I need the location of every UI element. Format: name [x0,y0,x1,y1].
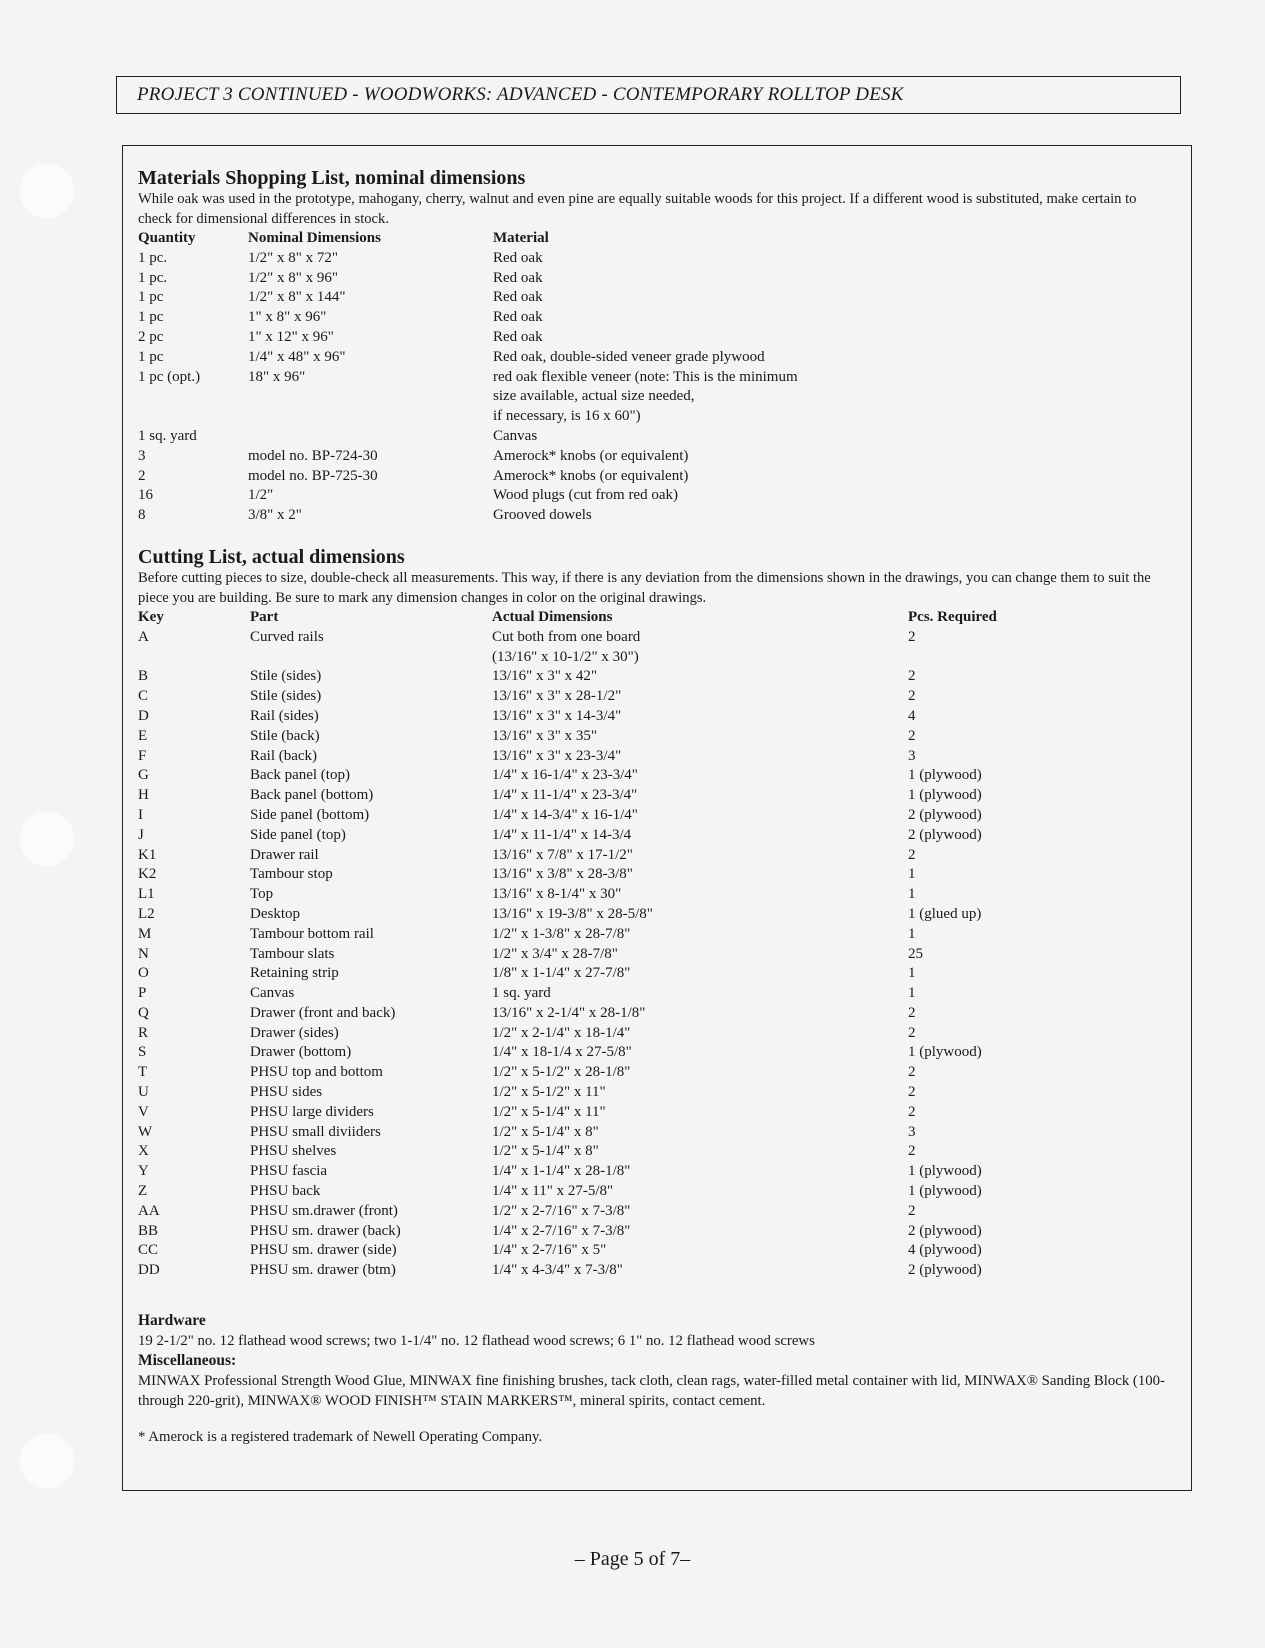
material-line: Grooved dowels [493,507,592,524]
cutting-part: PHSU top and bottom [250,1064,383,1081]
dimension-line: 13/16" x 3" x 42" [492,668,598,685]
shopping-row [138,368,833,427]
cutting-row [138,925,1078,945]
dimension-line: 1/4" x 11-1/4" x 23-3/4" [492,787,638,804]
cutting-list-section [138,546,1171,1281]
material-line: Red oak [493,269,543,286]
shopping-material [493,506,833,526]
dimension-line: 1/2" x 2-7/16" x 7-3/8" [492,1202,631,1219]
cutting-part: Rail (sides) [250,707,319,724]
shopping-dimensions: 1/2" x 8" x 72" [248,249,339,266]
cutting-part: Stile (back) [250,727,320,744]
shopping-qty: 2 [138,467,146,484]
shopping-qty: 1 pc. [138,269,168,286]
shopping-row [138,467,833,487]
cutting-dimensions [492,1222,908,1242]
cutting-pcs: 2 [908,1004,916,1021]
shopping-row [138,328,833,348]
dimension-line: 1 sq. yard [492,985,551,1002]
cutting-part: PHSU large dividers [250,1103,374,1120]
cutting-part: PHSU small diviiders [250,1123,381,1140]
shopping-row [138,308,833,328]
shopping-material [493,467,833,487]
cutting-list-intro: Before cutting pieces to size, double-check all measurements. This way, if there is any deviation from the dimensions shown in the drawings, you can change them to suit the piece you are building. Be sure to mark any dimension changes in color on the original drawings. [138,569,1151,606]
col-quantity: Quantity [138,230,196,246]
cutting-part: Top [250,886,274,903]
cutting-part: Tambour bottom rail [250,925,374,942]
shopping-dimensions: 1/2" x 8" x 144" [248,289,346,306]
material-line: Red oak, double-sided veneer grade plywood [493,348,765,365]
material-line: if necessary, is 16 x 60") [493,408,641,425]
shopping-list-title: Materials Shopping List, nominal dimensions [138,167,526,189]
material-line: Amerock* knobs (or equivalent) [493,467,689,484]
cutting-pcs: 2 [908,1084,916,1101]
col-key: Key [138,608,164,625]
cutting-key: Y [138,1163,149,1180]
cutting-part: Tambour stop [250,866,333,883]
hardware-section [138,1311,1171,1446]
shopping-dimensions [248,427,493,447]
cutting-pcs: 1 [908,985,916,1002]
dimension-line: 1/4" x 4-3/4" x 7-3/8" [492,1262,623,1279]
cutting-key: L2 [138,905,155,922]
cutting-key: R [138,1024,149,1041]
dimension-line: 1/2" x 5-1/4" x 11" [492,1103,606,1120]
cutting-key: J [138,826,144,843]
cutting-row [138,1103,1078,1123]
dimension-line: 13/16" x 3/8" x 28-3/8" [492,866,633,883]
content-box [122,145,1192,1491]
col-material: Material [493,230,549,246]
hardware-title: Hardware [138,1312,206,1330]
cutting-pcs: 2 [908,846,916,863]
cutting-key: K2 [138,866,157,883]
dimension-line: 1/2" x 2-1/4" x 18-1/4" [492,1024,631,1041]
cutting-key: G [138,767,149,784]
dimension-line: 1/2" x 5-1/2" x 28-1/8" [492,1064,631,1081]
cutting-key: O [138,965,149,982]
cutting-row [138,1083,1078,1103]
cutting-dimensions [492,1103,908,1123]
cutting-pcs: 2 [908,1024,916,1041]
material-line: Red oak [493,289,543,306]
cutting-pcs: 1 [908,886,916,903]
cutting-pcs: 1 [908,965,916,982]
cutting-row [138,846,1078,866]
shopping-dimensions: 1/4" x 48" x 96" [248,348,346,365]
shopping-material [493,308,833,328]
cutting-pcs: 2 [908,727,916,744]
cutting-row [138,1004,1078,1024]
shopping-row [138,249,833,269]
shopping-list-body [138,249,833,526]
cutting-part: PHSU sm. drawer (btm) [250,1262,396,1279]
cutting-row [138,707,1078,727]
cutting-row [138,1202,1078,1222]
cutting-dimensions [492,727,908,747]
dimension-line: 13/16" x 3" x 23-3/4" [492,747,622,764]
cutting-part: PHSU sm. drawer (side) [250,1242,397,1259]
cutting-pcs: 1 (plywood) [908,1183,982,1200]
cutting-row [138,826,1078,846]
cutting-key: Q [138,1004,149,1021]
cutting-key: M [138,925,152,942]
cutting-key: S [138,1044,147,1061]
shopping-qty: 1 sq. yard [138,427,197,444]
dimension-line: 1/4" x 14-3/4" x 16-1/4" [492,806,638,823]
cutting-dimensions [492,1004,908,1024]
material-line: Red oak [493,328,543,345]
cutting-key: L1 [138,886,155,903]
cutting-dimensions [492,786,908,806]
cutting-part: Back panel (top) [250,767,350,784]
shopping-material [493,427,833,447]
shopping-dimensions: 3/8" x 2" [248,507,302,524]
cutting-row [138,727,1078,747]
material-line: Canvas [493,427,538,444]
cutting-dimensions [492,1142,908,1162]
dimension-line: 13/16" x 3" x 14-3/4" [492,707,622,724]
cutting-part: Drawer (bottom) [250,1044,352,1061]
cutting-key: B [138,668,149,685]
shopping-dimensions: 18" x 96" [248,368,306,385]
shopping-qty: 2 pc [138,328,164,345]
dimension-line: 1/4" x 2-7/16" x 7-3/8" [492,1222,631,1239]
punch-hole-middle [18,810,76,868]
cutting-key: W [138,1123,153,1140]
shopping-qty: 3 [138,447,146,464]
cutting-dimensions [492,1162,908,1182]
cutting-list-body [138,628,1078,1281]
cutting-key: P [138,985,147,1002]
cutting-dimensions [492,1043,908,1063]
misc-text: MINWAX Professional Strength Wood Glue, MINWAX fine finishing brushes, tack cloth, clean rags, water-filled metal container with lid, MINWAX® Sanding Block (100-through 220-grit), MINWAX® WOOD FINISH™ STAIN MARKERS™, mineral spirits, contact cement. [138,1373,1165,1410]
dimension-line: 1/8" x 1-1/4" x 27-7/8" [492,965,631,982]
material-line: Red oak [493,249,543,266]
cutting-key: C [138,688,149,705]
cutting-pcs: 1 (plywood) [908,1044,982,1061]
cutting-key: E [138,727,148,744]
col-pcs-required: Pcs. Required [908,608,997,625]
cutting-row [138,786,1078,806]
dimension-line: 13/16" x 3" x 28-1/2" [492,688,622,705]
cutting-part: Retaining strip [250,965,339,982]
shopping-material [493,447,833,467]
shopping-row [138,288,833,308]
trademark-footnote: * Amerock is a registered trademark of Newell Operating Company. [138,1429,543,1446]
cutting-pcs: 1 (plywood) [908,787,982,804]
cutting-pcs: 2 [908,1143,916,1160]
cutting-pcs: 1 (plywood) [908,1163,982,1180]
shopping-row [138,348,833,368]
cutting-pcs: 3 [908,1123,916,1140]
cutting-row [138,964,1078,984]
cutting-dimensions [492,846,908,866]
cutting-part: Drawer rail [250,846,319,863]
cutting-key: F [138,747,147,764]
cutting-dimensions [492,628,908,668]
cutting-pcs: 25 [908,945,923,962]
cutting-row [138,905,1078,925]
cutting-pcs: 3 [908,747,916,764]
cutting-key: BB [138,1222,159,1239]
cutting-part: PHSU back [250,1183,321,1200]
cutting-part: Stile (sides) [250,688,322,705]
cutting-row [138,1142,1078,1162]
cutting-pcs: 2 [908,1103,916,1120]
shopping-material [493,328,833,348]
shopping-list-table [138,229,833,526]
cutting-row [138,945,1078,965]
cutting-pcs: 2 [908,668,916,685]
cutting-part: Curved rails [250,628,324,645]
cutting-dimensions [492,747,908,767]
cutting-key: D [138,707,149,724]
cutting-part: Rail (back) [250,747,318,764]
cutting-part: Side panel (top) [250,826,346,843]
cutting-dimensions [492,925,908,945]
cutting-dimensions [492,865,908,885]
cutting-key: I [138,806,143,823]
cutting-pcs: 2 [908,1064,916,1081]
cutting-part: Side panel (bottom) [250,806,370,823]
shopping-list-intro: While oak was used in the prototype, mahogany, cherry, walnut and even pine are equally suitable woods for this project. If a different wood is substituted, make certain to check for dimensional differences in stock. [138,191,1137,227]
cutting-row [138,1162,1078,1182]
cutting-pcs: 1 [908,925,916,942]
cutting-dimensions [492,667,908,687]
cutting-row [138,667,1078,687]
cutting-part: PHSU shelves [250,1143,337,1160]
shopping-material [493,486,833,506]
shopping-qty: 1 pc [138,348,164,365]
cutting-part: PHSU fascia [250,1163,328,1180]
cutting-key: CC [138,1242,159,1259]
cutting-key: U [138,1084,149,1101]
cutting-part: Drawer (sides) [250,1024,339,1041]
dimension-line: 13/16" x 8-1/4" x 30" [492,886,622,903]
shopping-row [138,269,833,289]
shopping-row [138,447,833,467]
cutting-pcs: 4 (plywood) [908,1242,982,1259]
shopping-material [493,249,833,269]
shopping-list-section [138,167,1171,526]
cutting-dimensions [492,984,908,1004]
dimension-line: 1/4" x 16-1/4" x 23-3/4" [492,767,638,784]
shopping-list-header-row [138,229,833,249]
cutting-key: A [138,628,149,645]
dimension-line: 1/2" x 5-1/2" x 11" [492,1084,606,1101]
shopping-row [138,506,833,526]
cutting-part: Back panel (bottom) [250,787,374,804]
dimension-line: 1/2" x 5-1/4" x 8" [492,1123,599,1140]
cutting-pcs: 2 (plywood) [908,1222,982,1239]
cutting-dimensions [492,687,908,707]
cutting-dimensions [492,885,908,905]
dimension-line: 13/16" x 2-1/4" x 28-1/8" [492,1004,646,1021]
dimension-line: 13/16" x 7/8" x 17-1/2" [492,846,633,863]
misc-title: Miscellaneous: [138,1352,237,1370]
cutting-key: Z [138,1183,148,1200]
cutting-row [138,687,1078,707]
cutting-dimensions [492,1024,908,1044]
cutting-key: V [138,1103,149,1120]
dimension-line: 1/4" x 2-7/16" x 5" [492,1242,607,1259]
cutting-part: Canvas [250,985,295,1002]
cutting-row [138,1123,1078,1143]
cutting-row [138,766,1078,786]
shopping-row [138,486,833,506]
cutting-row [138,1024,1078,1044]
dimension-line: 1/4" x 11-1/4" x 14-3/4 [492,826,632,843]
cutting-row [138,885,1078,905]
shopping-material [493,348,833,368]
cutting-dimensions [492,964,908,984]
cutting-key: AA [138,1202,160,1219]
cutting-dimensions [492,945,908,965]
cutting-row [138,1222,1078,1242]
cutting-key: K1 [138,846,157,863]
cutting-part: PHSU sm.drawer (front) [250,1202,398,1219]
material-line: Wood plugs (cut from red oak) [493,487,678,504]
shopping-qty: 16 [138,487,153,504]
cutting-part: Tambour slats [250,945,335,962]
shopping-dimensions: 1/2" [248,487,274,504]
dimension-line: 1/4" x 11" x 27-5/8" [492,1183,614,1200]
dimension-line: 1/4" x 18-1/4 x 27-5/8" [492,1044,632,1061]
cutting-key: T [138,1064,148,1081]
cutting-pcs: 2 (plywood) [908,806,982,823]
shopping-row [138,427,833,447]
dimension-line: 1/2" x 3/4" x 28-7/8" [492,945,618,962]
shopping-qty: 1 pc [138,309,164,326]
cutting-dimensions [492,1241,908,1261]
cutting-part: PHSU sides [250,1084,323,1101]
cutting-dimensions [492,1123,908,1143]
shopping-dimensions: 1/2" x 8" x 96" [248,269,339,286]
cutting-pcs: 2 [908,628,916,645]
cutting-key: H [138,787,149,804]
shopping-qty: 8 [138,507,146,524]
cutting-key: X [138,1143,149,1160]
cutting-row [138,1063,1078,1083]
cutting-pcs: 1 (glued up) [908,905,982,922]
cutting-dimensions [492,806,908,826]
shopping-qty: 1 pc. [138,249,168,266]
cutting-list-table [138,608,1078,1281]
cutting-pcs: 1 [908,866,916,883]
cutting-dimensions [492,766,908,786]
material-line: Red oak [493,309,543,326]
dimension-line: 1/2" x 5-1/4" x 8" [492,1143,599,1160]
page-title: PROJECT 3 CONTINUED - WOODWORKS: ADVANCED - CONTEMPORARY ROLLTOP DESK [137,84,904,105]
dimension-line: 1/2" x 1-3/8" x 28-7/8" [492,925,631,942]
shopping-dimensions: model no. BP-724-30 [248,447,378,464]
page-number: – Page 5 of 7– [574,1548,691,1570]
cutting-list-title: Cutting List, actual dimensions [138,545,405,568]
page-header [116,76,1181,114]
cutting-pcs: 1 (plywood) [908,767,982,784]
material-line: size available, actual size needed, [493,388,695,405]
cutting-row [138,1261,1078,1281]
cutting-list-header-row [138,608,1078,628]
shopping-dimensions: model no. BP-725-30 [248,467,378,484]
dimension-line: (13/16" x 10-1/2" x 30") [492,648,639,665]
cutting-pcs: 2 (plywood) [908,1262,982,1279]
cutting-dimensions [492,1182,908,1202]
cutting-dimensions [492,1063,908,1083]
cutting-part: Stile (sides) [250,668,322,685]
material-line: red oak flexible veneer (note: This is the minimum [493,368,798,385]
col-nominal-dimensions: Nominal Dimensions [248,230,381,246]
shopping-material [493,269,833,289]
cutting-pcs: 2 [908,1202,916,1219]
cutting-row [138,628,1078,668]
hardware-text: 19 2-1/2" no. 12 flathead wood screws; two 1-1/4" no. 12 flathead wood screws; 6 1" no. 12 flathead wood screws [138,1333,815,1350]
dimension-line: 1/4" x 1-1/4" x 28-1/8" [492,1163,631,1180]
shopping-material [493,368,833,427]
cutting-row [138,865,1078,885]
dimension-line: Cut both from one board [492,628,641,645]
shopping-qty: 1 pc (opt.) [138,368,201,385]
cutting-dimensions [492,1202,908,1222]
cutting-part: Drawer (front and back) [250,1004,396,1021]
cutting-part: Desktop [250,905,300,922]
cutting-pcs: 4 [908,707,916,724]
cutting-dimensions [492,1083,908,1103]
punch-hole-bottom [18,1432,76,1490]
cutting-row [138,747,1078,767]
cutting-key: N [138,945,149,962]
shopping-dimensions: 1" x 12" x 96" [248,328,334,345]
shopping-material [493,288,833,308]
cutting-dimensions [492,1261,908,1281]
cutting-dimensions [492,826,908,846]
col-part: Part [250,608,279,625]
shopping-dimensions: 1" x 8" x 96" [248,309,327,326]
cutting-dimensions [492,905,908,925]
cutting-dimensions [492,707,908,727]
cutting-key: DD [138,1262,160,1279]
dimension-line: 13/16" x 19-3/8" x 28-5/8" [492,905,653,922]
punch-hole-top [18,162,76,220]
cutting-row [138,1182,1078,1202]
cutting-pcs: 2 (plywood) [908,826,982,843]
material-line: Amerock* knobs (or equivalent) [493,447,689,464]
cutting-part: PHSU sm. drawer (back) [250,1222,401,1239]
cutting-row [138,1043,1078,1063]
col-actual-dimensions: Actual Dimensions [492,608,613,625]
dimension-line: 13/16" x 3" x 35" [492,727,598,744]
cutting-pcs: 2 [908,688,916,705]
cutting-row [138,806,1078,826]
shopping-qty: 1 pc [138,289,164,306]
cutting-row [138,984,1078,1004]
cutting-row [138,1241,1078,1261]
